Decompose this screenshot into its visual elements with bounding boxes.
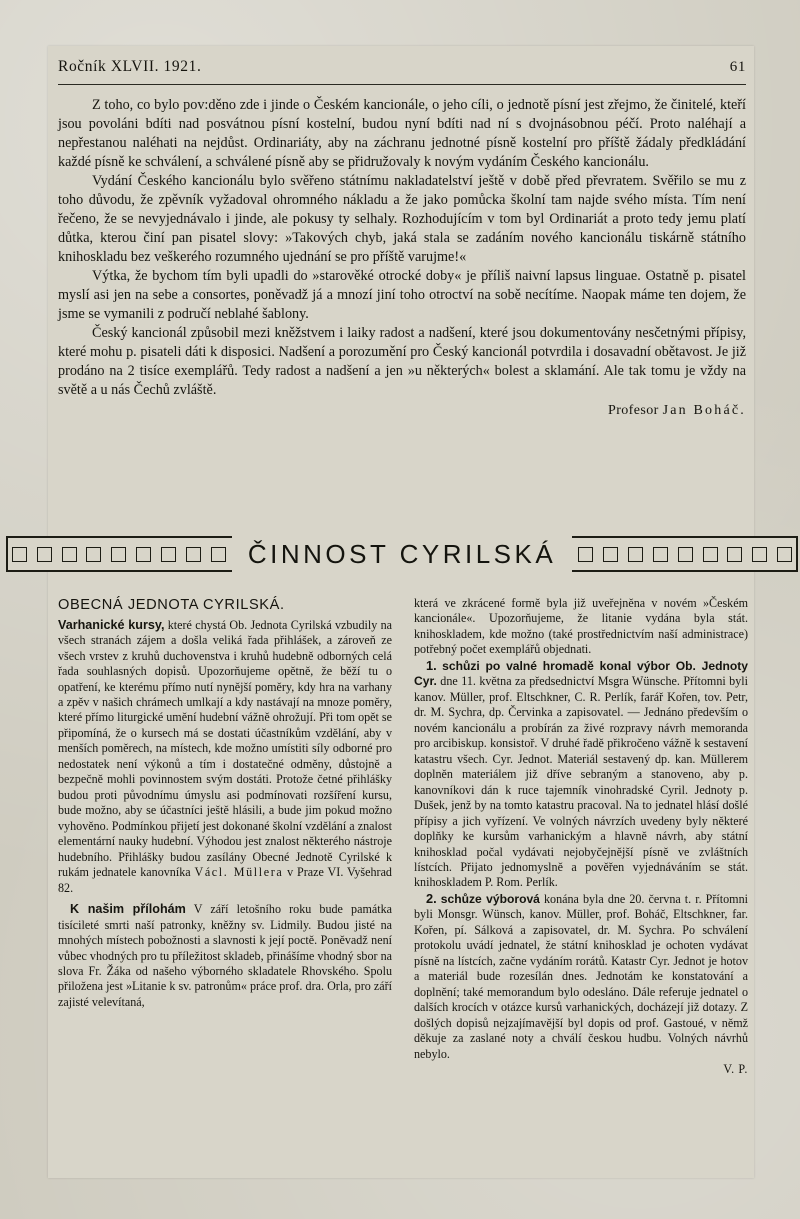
square-ornament-icon: [727, 547, 742, 562]
square-ornament-icon: [752, 547, 767, 562]
square-ornament-icon: [628, 547, 643, 562]
item-title: schůzi po valné hromadě konal výbor Ob. Jednoty Cyr.: [414, 658, 748, 689]
square-ornament-icon: [703, 547, 718, 562]
square-ornament-icon: [678, 547, 693, 562]
square-ornament-icon: [136, 547, 151, 562]
item-number: 2.: [426, 890, 437, 906]
ornament-endbar-icon: [6, 536, 8, 572]
top-article: [58, 96, 746, 420]
signature-prefix: Profesor: [608, 402, 663, 418]
page-number: 61: [729, 59, 746, 75]
paragraph-lead: K našim přílohám: [70, 902, 186, 917]
paragraph-text: které chystá Ob. Jednota Cyrilská vzbudily na všech stranách zájem a došla veliká řada přihlášek, a zároveň ze všech vrstev z kruhů duchovenstva i kruhů hudebně odborných celá řada souhlasných dopisů. Upozorňujeme opětně, že běží tu o opatření, ke kterému přímo nutí nynější poměry, kdy hra na varhany a zpěv v našich chrámech umlkají a kdy nastávají na mnoze poměry, které přímo liturgické umění hudební vážně ohrožují. Při tom opět se připomíná, že o kursech má se dostati účastníkům vzdělání, aby v menších poměrech, na místech, kde možno umístiti síly odborné pro nedostatek není výkonů a tím i dostatečné odměny, důstojně a bezpečně mohli povinnostem svým dostáti. Protože četné přihlášky budou proti původnímu úmyslu asi podmínovati rozšíření kursu, bude možno, aby se účastníci ještě hlásili, a bude jim pokud možno vyhověno. Podmínkou přijetí jest dokonané školní vzdělání a znalost elementární nauky hudební. Výhodou jest znalost některého nástroje hudebního. Přihlášky budou zasílány Obecné Jednotě Cyrilské k rukám jednatele kanovníka: [58, 617, 392, 880]
square-ornament-icon: [86, 547, 101, 562]
square-ornament-icon: [578, 547, 593, 562]
square-ornament-icon: [603, 547, 618, 562]
ornament-endbar-icon: [796, 536, 798, 572]
header-rule: [58, 84, 746, 85]
page-header: [58, 58, 746, 76]
paragraph-text: V září letošního roku bude památka tisícileté smrti naší patronky, kněžny sv. Lidmily. Budou jisté na mnohých místech pobožnosti a slavnosti k její poctě. Poněvadž není vůbec vhodných pro tu příležitost skladeb, přinášíme vhodný sbor na slova Fr. Žáka od našeho výborného skladatele Rhovského. Spolu přiložena jest »Litanie k sv. patronům« práce prof. dra. Orla, pro září zajisté velevítaná,: [58, 902, 393, 1009]
item-text: konána byla dne 20. června t. r. Přítomni byli Monsgr. Wünsch, kanov. Müller, prof. Boháč, Eltschkner, far. Kořen, pí. Sálková a zapisovatel, dr. M. Sychra. Po schválení protokolu uvádí jednatel, že státní knihosklad je ochoten vydávat písně na lístcích, začne vydáním rorátů. Katastr Cyr. Jednot je hotov a materiál bude rozesílán dnes. Jednotám ke konstatování a doplnění; také memorandum bylo odesláno. Dále referuje jednatel o dalších krocích v otázce kursů varhanických, docházejí již dotazy. Z došlých dopisů nejzajímavější byl dopis od prof. Gastoué, v němž děkuje za zaslané noty a chválí českou hudbu. Volných návrhů nebylo.: [414, 891, 748, 1061]
signature-name: Jan Boháč.: [662, 402, 746, 418]
square-ornament-icon: [37, 547, 52, 562]
left-column: [58, 596, 392, 1136]
contact-name: Václ. Müllera: [194, 865, 284, 880]
column-paragraph: která ve zkrácené formě byla již uveřejněna v novém »Českém kancionále«. Upozorňujeme, že litanie vydána byla stát. knihoskladem, kde možno (také prostřednictvím naší administrace) potřebný počet exemplářů objednati.: [414, 596, 748, 657]
section-title: ČINNOST CYRILSKÁ: [247, 538, 557, 569]
right-column: [414, 596, 748, 1136]
contact-address: v Praze VI. Vyšehrad 82.: [58, 865, 392, 895]
square-ornament-icon: [653, 547, 668, 562]
column-paragraph: [414, 891, 748, 1062]
column-signature: V. P.: [723, 1062, 748, 1077]
issue-label: Ročník XLVII. 1921.: [58, 58, 202, 75]
ornament-left: [6, 536, 232, 572]
square-ornament-icon: [186, 547, 201, 562]
article-paragraph: Vydání Českého kancionálu bylo svěřeno státnímu nakladatelství ještě v době před převratem. Svěřilo se mu z toho důvodu, že zpěvník vyžadoval ohromného nákladu a že jako pomůcka školní tam najde svého místa. Tím není řečeno, že se nevyjednávalo i jinde, ale pokusy ty selhaly. Rozhodujícím v tom byl Ordinariát a proto tedy jemu platí důtka, kterou činí pan pisatel slovy: »Takových chyb, jaká stala se zadáním nového kancionálu tiskárně státního knihoskladu bez veškerého rozumného ujednání se pro příště varujme!«: [58, 173, 746, 265]
article-paragraph: Český kancionál způsobil mezi kněžstvem i laiky radost a nadšení, které jsou dokumentovány nesčetnými přípisy, které mohu p. pisateli dáti k disposici. Nadšení a porozumění pro Český kancionál potvrdila i dosavadní obětavost. Je již prodáno na 2 tisíce exemplářů. Tedy radost a nadšení a jen »u některých« bolest a sklamání. Ale tak tomu je vždy na světě a u nás Čechů zvláště.: [58, 325, 746, 398]
item-text: dne 11. května za předsednictví Msgra Wünsche. Přítomni byli kanov. Müller, prof. Eltschkner, C. R. Perlík, farář Kořen, tov. Petr, dr. M. Sychra, dp. Červinka a zapisovatel. — Jednáno především o novém kancionálu a probírán za živé rozpravy návrh memoranda pro arcibiskup. konsistoř. V druhé řadě přikročeno vážně k sestavení katastru všech. Cyr. Jednot. Materiál sestavený dp. kan. Müllerem doplněn materiálem již dříve sebraným a stanoveno, aby p. kanovníkovi dán k ruce tajemník vinohradské Cyril. Jednoty p. Dušek, jenž by na tomto katastru pracoval. Na to jednatel hlásí došlé přípisy a jich vyřízení. Ve volných návrzích uvedeny byly některé doplňky ke kursům varhanickým a hlavně návrh, aby státní knihosklad počal vydávati nejobyčejnější písně ve zvláštních lístcích. Přijato jednomyslně a pověřen vyjednáváním se stát. knihoskladem P. Rom. Perlík.: [414, 674, 748, 890]
square-ornament-icon: [111, 547, 126, 562]
article-paragraph: Výtka, že bychom tím byli upadli do »starověké otrocké doby« je příliš naivní lapsus linguae. Ostatně p. pisatel myslí asi jen na sebe a consortes, poněvadž já a mnozí jiní toho otroctví na sobě necítíme. Naopak máme ten dojem, že jsme se vymanili z područí neblahé šablony.: [58, 267, 746, 322]
column-paragraph: [414, 658, 748, 891]
paragraph-lead: Varhanické kursy,: [58, 617, 165, 632]
item-number: 1.: [426, 657, 437, 673]
square-ornament-icon: [62, 547, 77, 562]
item-title: schůze výborová: [440, 891, 540, 906]
square-ornament-icon: [211, 547, 226, 562]
subsection-heading: OBECNÁ JEDNOTA CYRILSKÁ.: [58, 597, 285, 613]
two-column-body: [58, 596, 748, 1136]
article-signature: [58, 402, 746, 421]
article-paragraph: Z toho, co bylo pov:děno zde i jinde o Českém kancionále, o jeho cíli, o jednotě písní jest zřejmo, že činitelé, kteří jsou povoláni bdíti nad posvátnou písní kostelní, budou nyní bdíti nad ní s dvojnásobnou péčí. Proto naléhají a nepřestanou naléhati na nejdůst. Ordinariáty, aby na záchranu jednotné písně kostelní pro příště žádaly předkládání každé písně ke schválení, a schválené písně aby se přidružovaly k novým vydáním Českého kancionálu.: [58, 97, 746, 170]
section-banner: [44, 528, 760, 580]
ornament-right: [572, 536, 798, 572]
column-paragraph: [58, 901, 392, 1010]
column-paragraph: [58, 617, 392, 896]
square-ornament-icon: [12, 547, 27, 562]
square-ornament-icon: [161, 547, 176, 562]
square-ornament-icon: [777, 547, 792, 562]
